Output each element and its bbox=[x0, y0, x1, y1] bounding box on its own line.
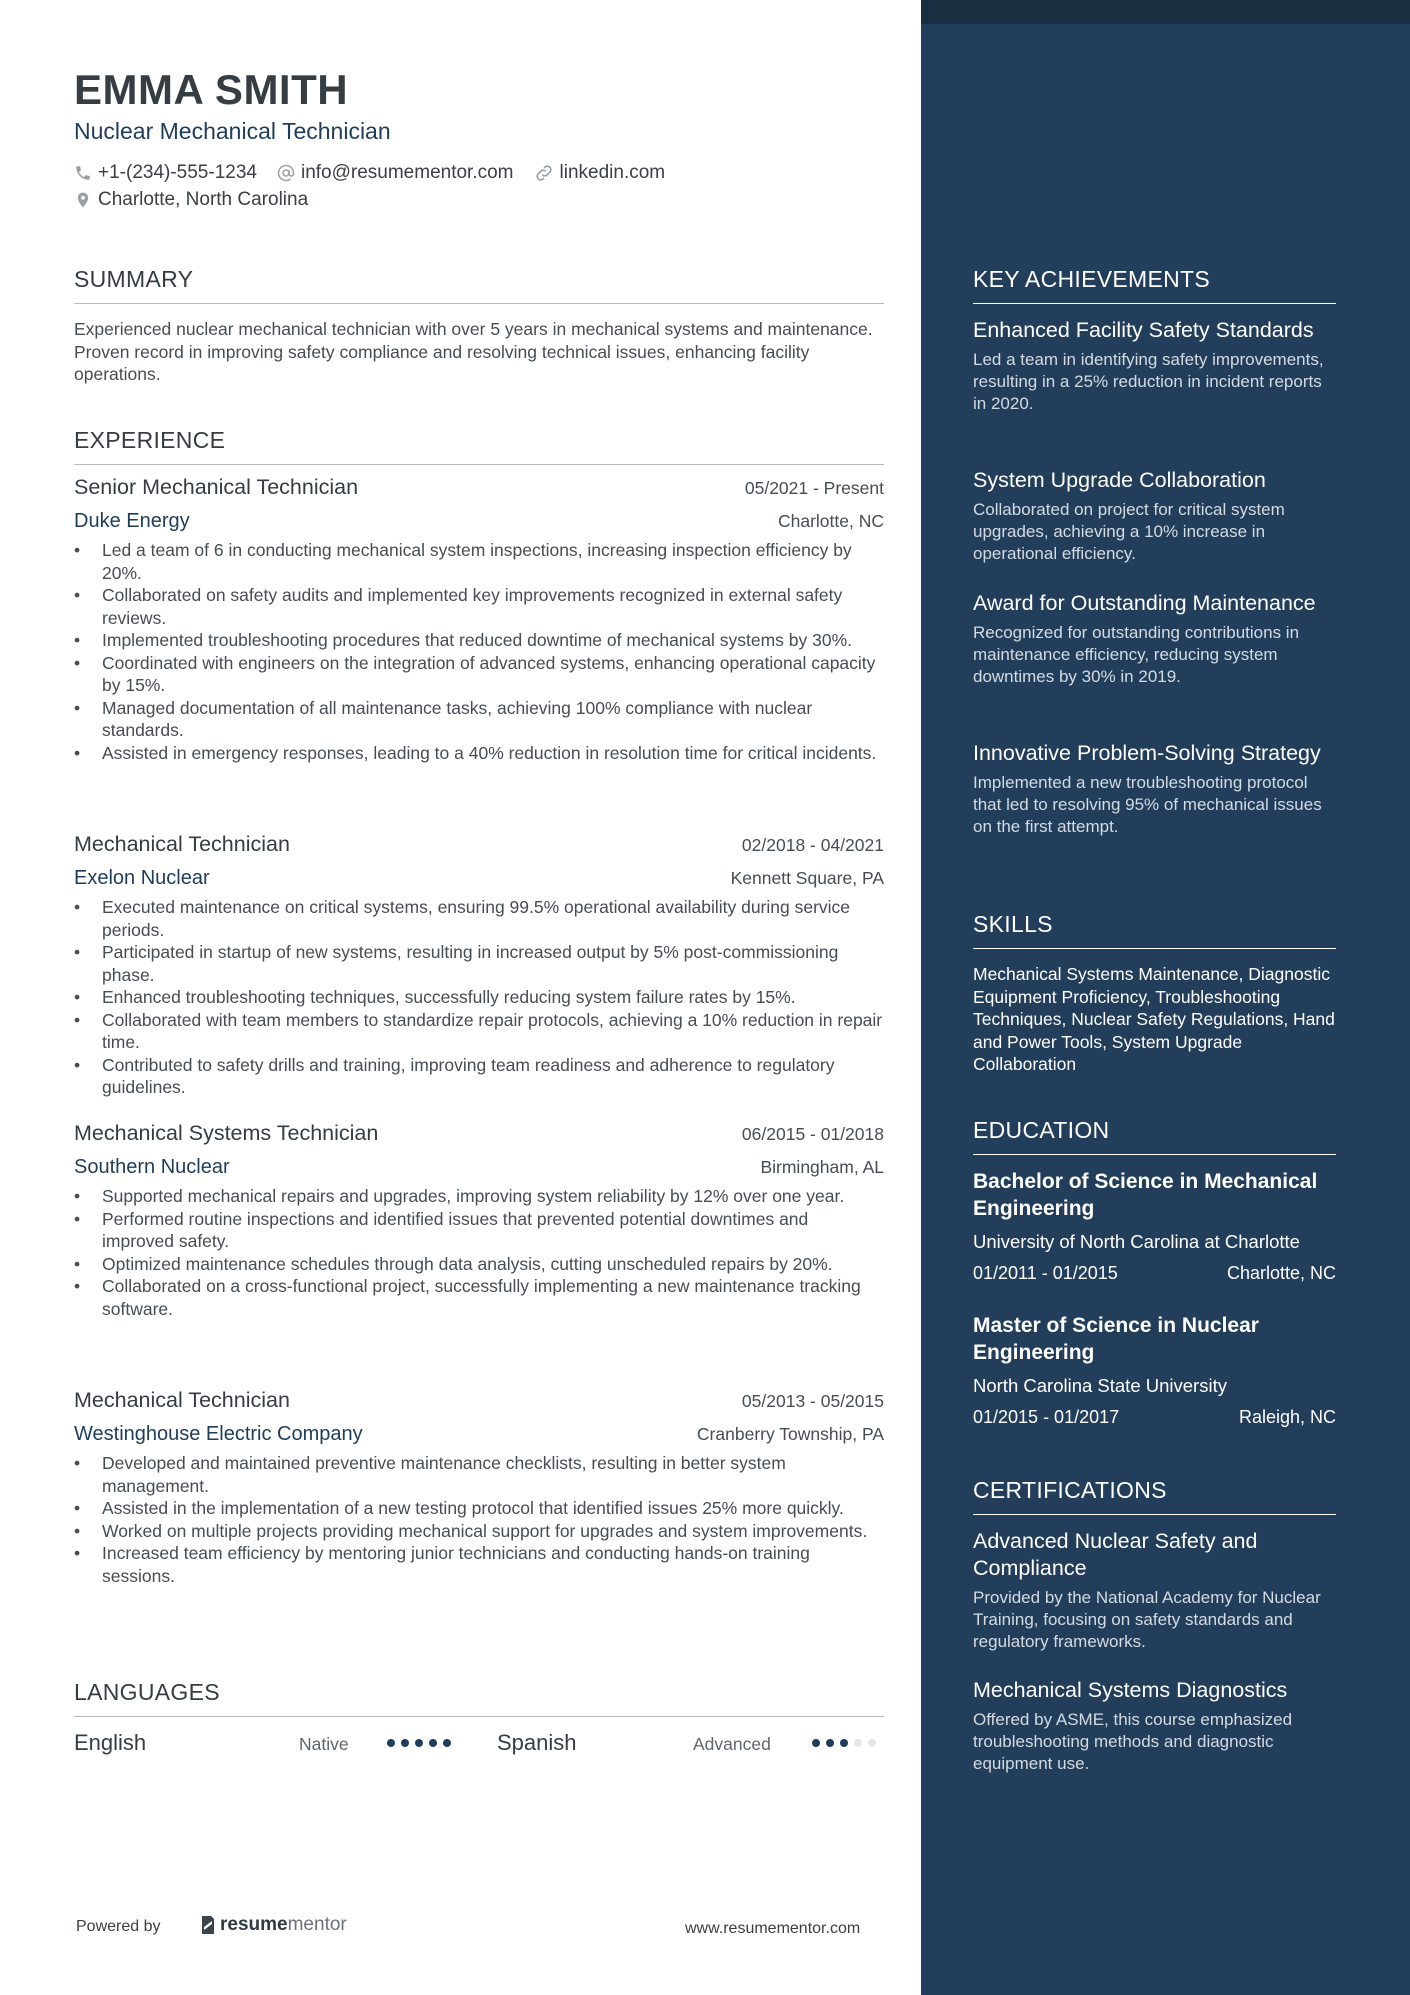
summary-heading: SUMMARY bbox=[74, 266, 884, 304]
certification-desc: Offered by ASME, this course emphasized troubleshooting methods and diagnostic equipment use. bbox=[973, 1710, 1293, 1773]
job-dates: 02/2018 - 04/2021 bbox=[741, 835, 884, 855]
language-rating bbox=[387, 1739, 457, 1747]
education-item bbox=[973, 1168, 1336, 1284]
job-entry bbox=[74, 1121, 884, 1320]
job-title: Mechanical Technician bbox=[74, 1388, 290, 1412]
job-location: Kennett Square, PA bbox=[730, 868, 884, 888]
job-bullets bbox=[74, 1452, 884, 1587]
job-bullet: • Led a team of 6 in conducting mechanical system inspections, increasing inspection efficiency by 20%. bbox=[74, 539, 884, 584]
job-bullet: • Assisted in emergency responses, leading to a 40% reduction in resolution time for critical incidents. bbox=[74, 742, 884, 765]
link-icon bbox=[534, 163, 554, 183]
education-location: Raleigh, NC bbox=[1238, 1407, 1336, 1427]
job-bullet: • Enhanced troubleshooting techniques, successfully reducing system failure rates by 15%. bbox=[74, 986, 884, 1009]
phone-icon bbox=[74, 164, 92, 182]
certification-title: Mechanical Systems Diagnostics bbox=[973, 1678, 1288, 1702]
job-bullet: • Executed maintenance on critical systems, ensuring 99.5% operational availability during service periods. bbox=[74, 896, 884, 941]
email-contact[interactable] bbox=[277, 162, 514, 184]
job-location: Birmingham, AL bbox=[760, 1157, 884, 1177]
education-heading: EDUCATION bbox=[973, 1117, 1336, 1155]
job-title: Mechanical Systems Technician bbox=[74, 1121, 379, 1145]
achievement-desc: Led a team in identifying safety improvements, resulting in a 25% reduction in incident reports in 2020. bbox=[973, 350, 1324, 413]
rating-dot-filled bbox=[826, 1739, 834, 1747]
email-text: info@resumementor.com bbox=[300, 162, 514, 183]
at-icon bbox=[277, 164, 295, 182]
achievement-desc: Recognized for outstanding contributions in maintenance efficiency, reducing system downtimes by 30% in 2019. bbox=[973, 623, 1300, 686]
job-title: Senior Mechanical Technician bbox=[74, 475, 359, 499]
map-pin-icon bbox=[74, 190, 92, 210]
job-bullet: • Participated in startup of new systems, resulting in increased output by 5% post-commissioning phase. bbox=[74, 941, 884, 986]
job-bullet: • Coordinated with engineers on the integration of advanced systems, enhancing operational capacity by 15%. bbox=[74, 652, 884, 697]
job-entry bbox=[74, 832, 884, 1099]
location-text: Charlotte, North Carolina bbox=[98, 189, 309, 210]
job-dates: 06/2015 - 01/2018 bbox=[741, 1124, 884, 1144]
achievement-title: Enhanced Facility Safety Standards bbox=[973, 318, 1314, 342]
education-item bbox=[973, 1312, 1336, 1428]
achievements-heading: KEY ACHIEVEMENTS bbox=[973, 266, 1336, 304]
rating-dot-empty bbox=[854, 1739, 862, 1747]
job-bullet: • Collaborated with team members to standardize repair protocols, achieving a 10% reduction in repair time. bbox=[74, 1009, 884, 1054]
certification-desc: Provided by the National Academy for Nuclear Training, focusing on safety standards and regulatory frameworks. bbox=[973, 1588, 1321, 1651]
language-name: English bbox=[74, 1730, 147, 1755]
certification-title: Advanced Nuclear Safety and Compliance bbox=[973, 1529, 1258, 1580]
certification-item bbox=[973, 1677, 1336, 1775]
sidebar-top-band bbox=[921, 0, 1410, 24]
rating-dot-empty bbox=[868, 1739, 876, 1747]
achievement-item bbox=[973, 740, 1336, 838]
job-bullet: • Managed documentation of all maintenance tasks, achieving 100% compliance with nuclear standards. bbox=[74, 697, 884, 742]
rating-dot-filled bbox=[812, 1739, 820, 1747]
summary-text: Experienced nuclear mechanical technician with over 5 years in mechanical systems and maintenance. Proven record in improving safety compliance and resolving technical issues, enhancing facility operations. bbox=[74, 319, 873, 384]
logo-text-bold: resume bbox=[220, 1914, 288, 1935]
achievement-item bbox=[973, 590, 1336, 688]
job-bullet: • Performed routine inspections and identified issues that prevented potential downtimes and improved safety. bbox=[74, 1208, 884, 1253]
footer-powered-by: Powered by bbox=[76, 1918, 161, 1935]
rating-dot-filled bbox=[387, 1739, 395, 1747]
company-name: Southern Nuclear bbox=[74, 1156, 230, 1178]
achievement-item bbox=[973, 317, 1336, 415]
achievement-title: Award for Outstanding Maintenance bbox=[973, 591, 1316, 615]
job-title: Mechanical Technician bbox=[74, 832, 290, 856]
education-dates: 01/2011 - 01/2015 bbox=[973, 1263, 1118, 1283]
languages-row bbox=[74, 1726, 884, 1762]
language-rating bbox=[812, 1739, 882, 1747]
education-degree: Master of Science in Nuclear Engineering bbox=[973, 1314, 1259, 1364]
achievement-title: System Upgrade Collaboration bbox=[973, 468, 1266, 492]
job-bullet: • Assisted in the implementation of a new testing protocol that identified issues 25% more quickly. bbox=[74, 1497, 884, 1520]
footer-url-link[interactable]: www.resumementor.com bbox=[685, 1920, 861, 1937]
language-level: Native bbox=[299, 1734, 349, 1754]
certification-item bbox=[973, 1528, 1336, 1653]
language-level: Advanced bbox=[693, 1734, 771, 1754]
job-bullet: • Increased team efficiency by mentoring junior technicians and conducting hands-on training sessions. bbox=[74, 1542, 884, 1587]
job-bullet: • Contributed to safety drills and training, improving team readiness and adherence to regulatory guidelines. bbox=[74, 1054, 884, 1099]
language-name: Spanish bbox=[497, 1730, 577, 1755]
experience-heading: EXPERIENCE bbox=[74, 427, 884, 465]
skills-heading: SKILLS bbox=[973, 911, 1336, 949]
job-dates: 05/2021 - Present bbox=[744, 478, 884, 498]
contact-row-1 bbox=[74, 160, 685, 186]
phone-contact[interactable] bbox=[74, 162, 257, 184]
contact-row-2 bbox=[74, 187, 328, 213]
job-entry bbox=[74, 475, 884, 764]
linkedin-contact[interactable] bbox=[534, 162, 666, 184]
resumementor-logo-icon bbox=[200, 1915, 216, 1935]
achievement-desc: Implemented a new troubleshooting protocol that led to resolving 95% of mechanical issues on the first attempt. bbox=[973, 773, 1322, 836]
rating-dot-filled bbox=[415, 1739, 423, 1747]
education-location: Charlotte, NC bbox=[1226, 1263, 1336, 1283]
linkedin-text: linkedin.com bbox=[559, 162, 666, 183]
job-bullets bbox=[74, 1185, 884, 1320]
job-bullets bbox=[74, 896, 884, 1099]
achievement-desc: Collaborated on project for critical system upgrades, achieving a 10% increase in operational efficiency. bbox=[973, 500, 1285, 563]
job-location: Cranberry Township, PA bbox=[696, 1424, 884, 1444]
skills-list: Mechanical Systems Maintenance, Diagnostic Equipment Proficiency, Troubleshooting Techniques, Nuclear Safety Regulations, Hand and Power Tools, System Upgrade Collaboration bbox=[973, 964, 1335, 1074]
rating-dot-filled bbox=[443, 1739, 451, 1747]
rating-dot-filled bbox=[429, 1739, 437, 1747]
job-bullets bbox=[74, 539, 884, 764]
company-name: Westinghouse Electric Company bbox=[74, 1423, 363, 1445]
achievement-item bbox=[973, 467, 1336, 565]
job-dates: 05/2013 - 05/2015 bbox=[741, 1391, 884, 1411]
rating-dot-filled bbox=[401, 1739, 409, 1747]
certifications-heading: CERTIFICATIONS bbox=[973, 1477, 1336, 1515]
achievement-title: Innovative Problem-Solving Strategy bbox=[973, 741, 1321, 765]
job-bullet: • Optimized maintenance schedules through data analysis, cutting unscheduled repairs by 20%. bbox=[74, 1253, 884, 1276]
job-entry bbox=[74, 1388, 884, 1587]
job-bullet: • Worked on multiple projects providing mechanical support for upgrades and system improvements. bbox=[74, 1520, 884, 1543]
company-name: Exelon Nuclear bbox=[74, 867, 210, 889]
job-bullet: • Collaborated on safety audits and implemented key improvements recognized in external safety reviews. bbox=[74, 584, 884, 629]
languages-heading: LANGUAGES bbox=[74, 1679, 884, 1717]
education-school: North Carolina State University bbox=[973, 1375, 1227, 1396]
job-bullet: • Developed and maintained preventive maintenance checklists, resulting in better system management. bbox=[74, 1452, 884, 1497]
company-name: Duke Energy bbox=[74, 510, 190, 532]
phone-text: +1-(234)-555-1234 bbox=[98, 162, 257, 183]
job-bullet: • Supported mechanical repairs and upgrades, improving system reliability by 12% over one year. bbox=[74, 1185, 884, 1208]
location-contact bbox=[74, 189, 308, 211]
job-location: Charlotte, NC bbox=[777, 511, 884, 531]
candidate-name: EMMA SMITH bbox=[74, 66, 349, 113]
candidate-role: Nuclear Mechanical Technician bbox=[74, 118, 391, 144]
education-degree: Bachelor of Science in Mechanical Engineering bbox=[973, 1170, 1318, 1220]
logo-text-light: mentor bbox=[287, 1914, 347, 1935]
job-bullet: • Implemented troubleshooting procedures that reduced downtime of mechanical systems by 30%. bbox=[74, 629, 884, 652]
footer-logo[interactable] bbox=[200, 1914, 347, 1936]
education-dates: 01/2015 - 01/2017 bbox=[973, 1407, 1120, 1427]
job-bullet: • Collaborated on a cross-functional project, successfully implementing a new maintenance tracking software. bbox=[74, 1275, 884, 1320]
rating-dot-filled bbox=[840, 1739, 848, 1747]
education-school: University of North Carolina at Charlotte bbox=[973, 1231, 1300, 1252]
